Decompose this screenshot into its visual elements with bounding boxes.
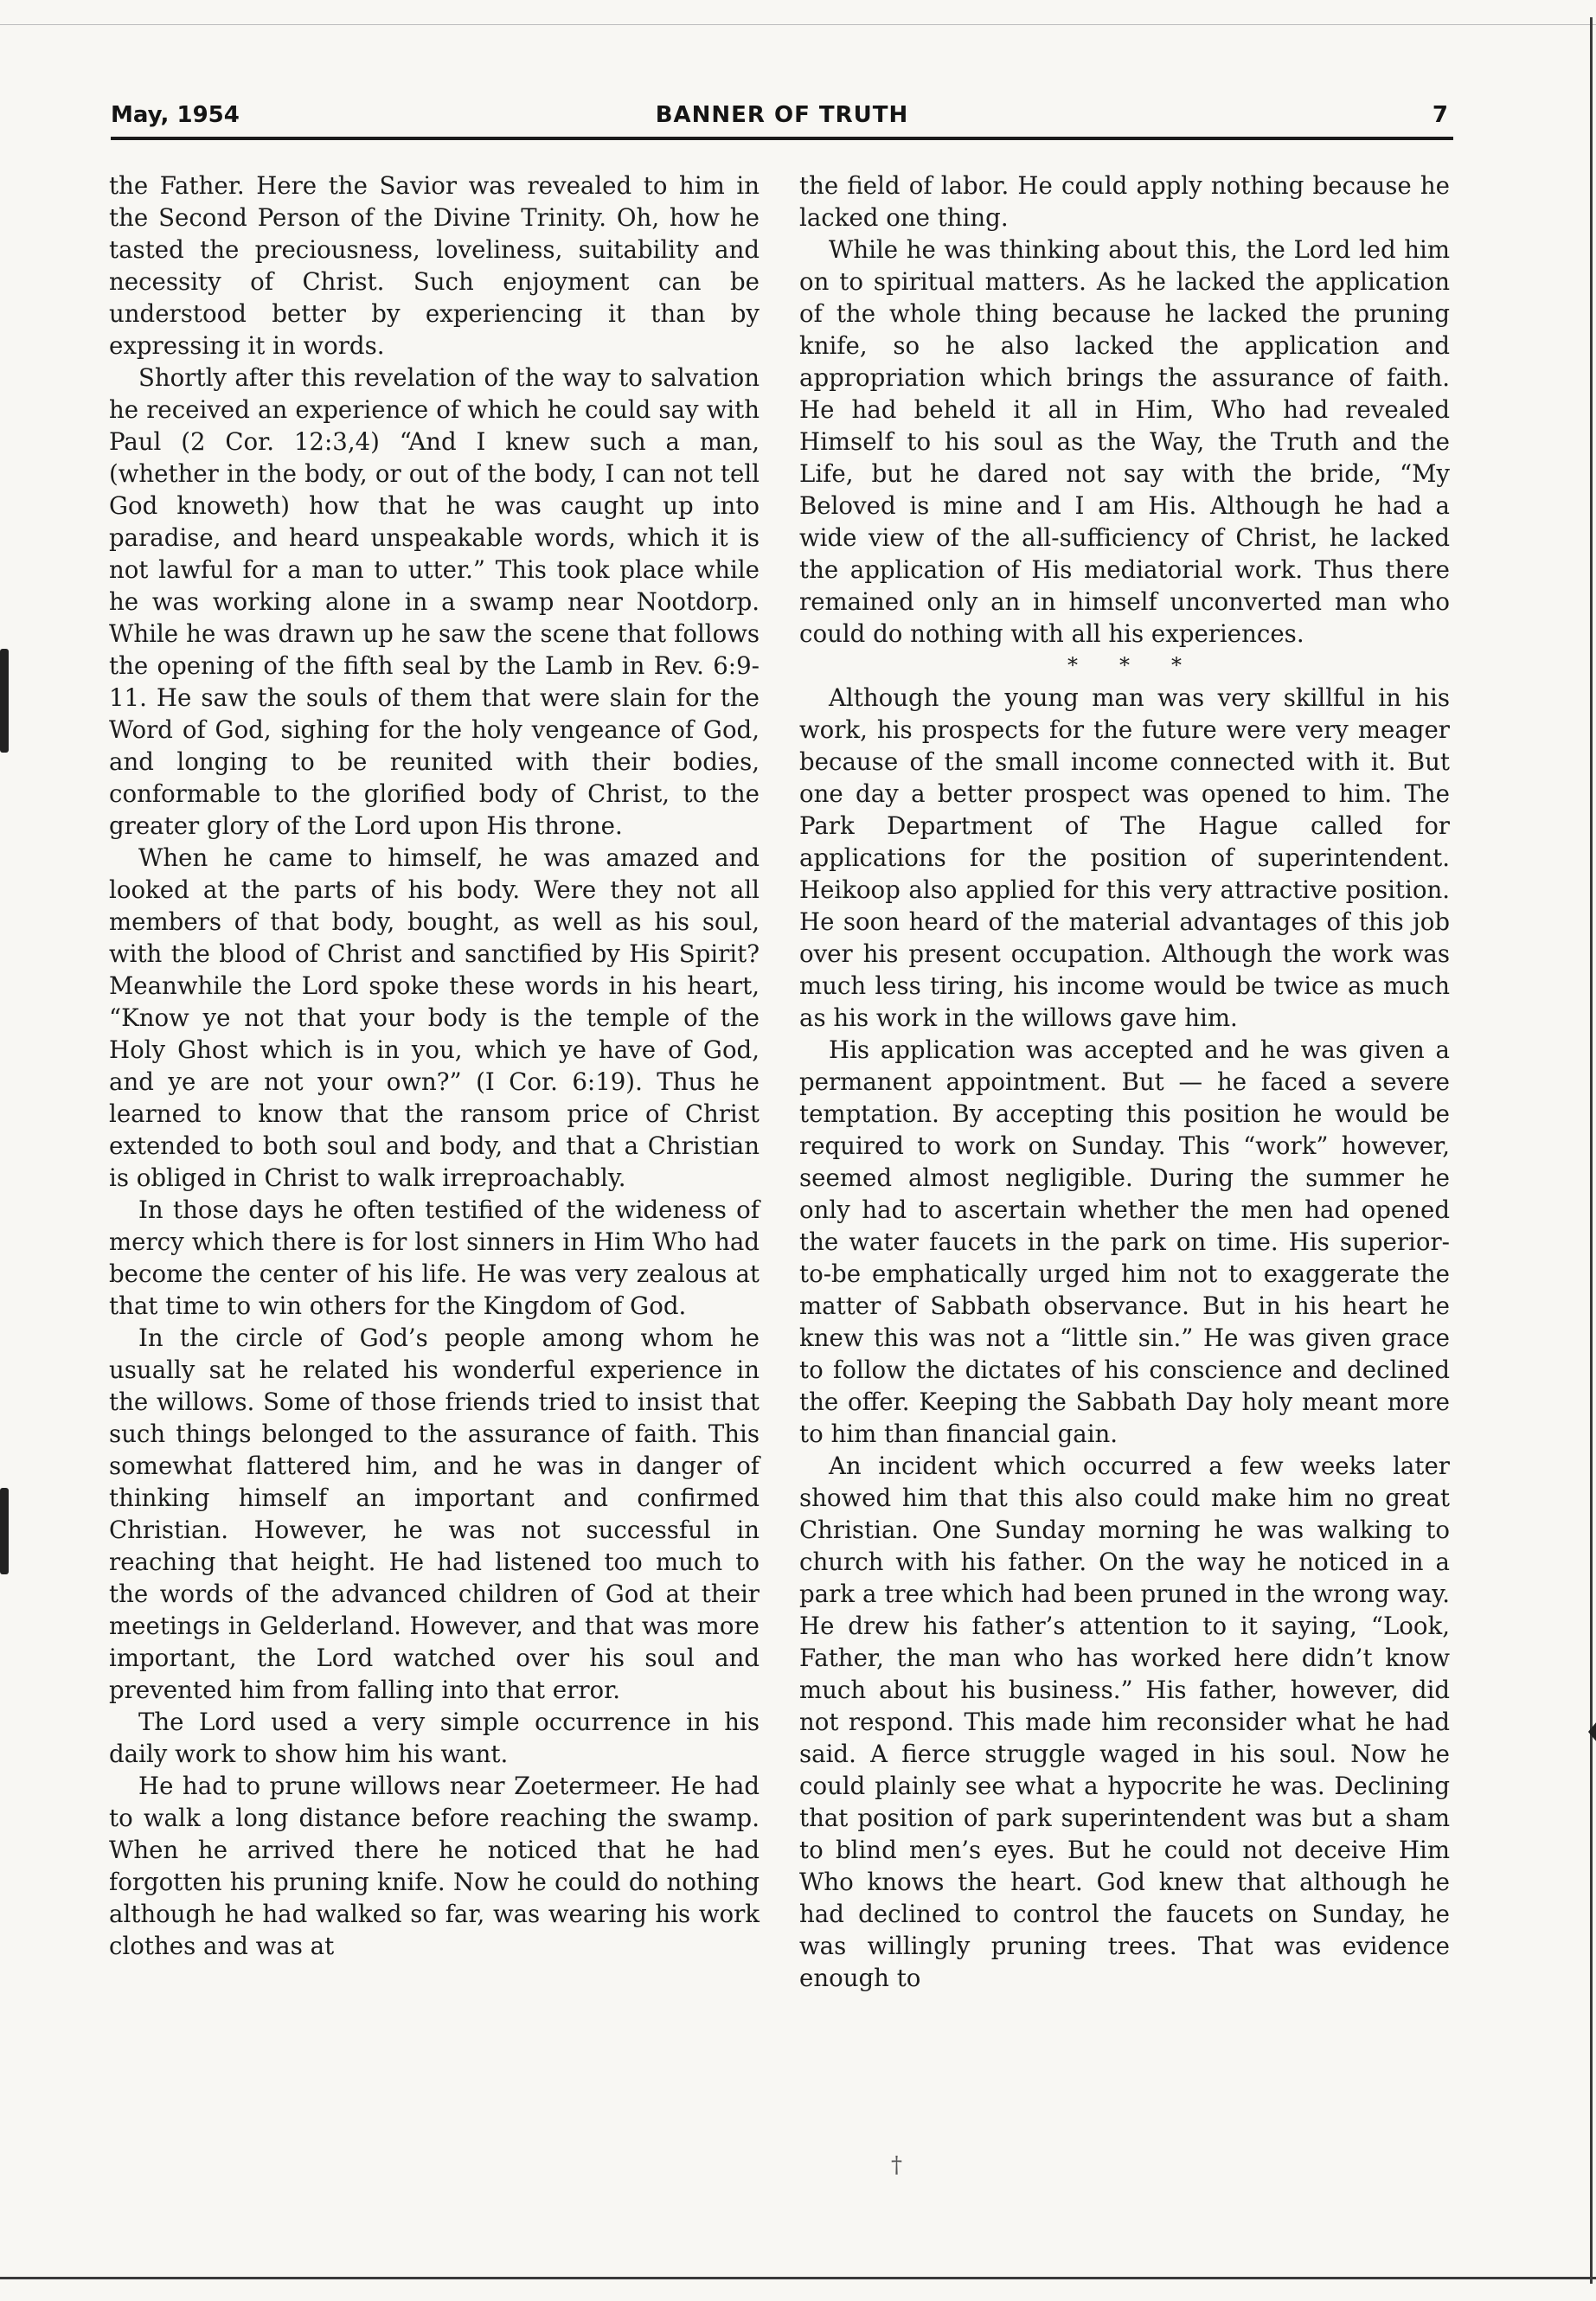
paragraph: In those days he often testified of the wideness of mercy which there is for lost sinners in Him Who had become the center of his life. He was very zealous at that time to win others for the Kingdom of God. xyxy=(109,1195,760,1320)
paragraph: Although the young man was very skillful in his work, his prospects for the future were very meager because of the small income connected with it. But one day a better prospect was opened to him. The Park Department of The Hague called for applications for the position of superintendent. Heikoop also applied for this very attractive position. He soon heard of the material advantages of this job over his present occupation. Although the work was much less tiring, his income would be twice as much as his work in the willows gave him. xyxy=(799,683,1450,1032)
scan-bottom-edge xyxy=(0,2277,1596,2279)
paragraph: In the circle of God’s people among whom he usually sat he related his wonderful experience in the willows. Some of those friends tried to insist that such things belonged to the assurance of faith. This somewhat flattered him, and he was in danger of thinking himself an important and confirmed Christian. However, he was not successful in reaching that height. He had listened too much to the words of the advanced children of God at their meetings in Gelderland. However, and that was more important, the Lord watched over his soul and prevented him from falling into that error. xyxy=(109,1324,760,1704)
asterisk: * xyxy=(1119,653,1130,677)
binding-mark-upper xyxy=(0,649,9,753)
binding-mark-lower xyxy=(0,1488,9,1574)
running-header xyxy=(111,97,1453,137)
paragraph: While he was thinking about this, the Lord led him on to spiritual matters. As he lacked the application of the whole thing because he lacked the pruning knife, so he also lacked the application and appropriation which brings the assurance of faith. He had beheld it all in Him, Who had revealed Himself to his soul as the Way, the Truth and the Life, but he dared not say with the bride, “My Beloved is mine and I am His. Although he had a wide view of the all-sufficiency of Christ, he lacked the application of His mediatorial work. Thus there remained only an in himself unconverted man who could do nothing with all his experiences. xyxy=(799,235,1450,648)
paragraph: the field of labor. He could apply nothing because he lacked one thing. xyxy=(799,171,1450,232)
margin-arrow-mark xyxy=(1588,1721,1596,1742)
asterisk: * xyxy=(1171,653,1182,677)
paragraph: The Lord used a very simple occurrence in his daily work to show him his want. xyxy=(109,1708,760,1768)
right-column-part-two xyxy=(799,682,1450,1994)
section-break xyxy=(799,650,1450,682)
header-publication-title: BANNER OF TRUTH xyxy=(655,102,909,128)
header-date: May, 1954 xyxy=(111,102,240,128)
paragraph: His application was accepted and he was given a permanent appointment. But — he faced a severe temptation. By accepting this position he would be required to work on Sunday. This “work” however, seemed almost negligible. During the summer he only had to ascertain whether the men had opened the water faucets in the park on time. His superior-to-be emphatically urged him not to exaggerate the matter of Sabbath observance. But in his heart he knew this was not a “little sin.” He was given grace to follow the dictates of his conscience and declined the offer. Keeping the Sabbath Day holy meant more to him than financial gain. xyxy=(799,1035,1450,1448)
right-column xyxy=(799,170,1450,1994)
right-column-part-one xyxy=(799,170,1450,650)
paragraph: He had to prune willows near Zoetermeer. He had to walk a long distance before reaching the swamp. When he arrived there he noticed that he had forgotten his pruning knife. Now he could do nothing although he had walked so far, was wearing his work clothes and was at xyxy=(109,1772,760,1960)
scan-right-edge xyxy=(1590,17,1593,2284)
left-column xyxy=(109,170,760,1962)
header-page-number: 7 xyxy=(1432,102,1448,128)
paragraph: the Father. Here the Savior was revealed to him in the Second Person of the Divine Trinity. Oh, how he tasted the preciousness, loveliness, suitability and necessity of Christ. Such enjoyment can be understood better by experiencing it than by expressing it in words. xyxy=(109,171,760,360)
paragraph: An incident which occurred a few weeks later showed him that this also could make him no great Christian. One Sunday morning he was walking to church with his father. On the way he noticed in a park a tree which had been pruned in the wrong way. He drew his father’s attention to it saying, “Look, Father, the man who has worked here didn’t know much about his business.” His father, however, did not respond. This made him reconsider what he had said. A fierce struggle waged in his soul. Now he could plainly see what a hypocrite he was. Declining that position of park superintendent was but a sham to blind men’s eyes. But he could not deceive Him Who knows the heart. God knew that although he had declined to control the faucets on Sunday, he was willingly pruning trees. That was evidence enough to xyxy=(799,1452,1450,1992)
paragraph: Shortly after this revelation of the way to salvation he received an experience of which he could say with Paul (2 Cor. 12:3,4) “And I knew such a man, (whether in the body, or out of the body, I can not tell God knoweth) how that he was caught up into paradise, and heard unspeakable words, which it is not lawful for a man to utter.” This took place while he was working alone in a swamp near Nootdorp. While he was drawn up he saw the scene that follows the opening of the fifth seal by the Lamb in Rev. 6:9-11. He saw the souls of them that were slain for the Word of God, sighing for the holy vengeance of God, and longing to be reunited with their bodies, conformable to the glorified body of Christ, to the greater glory of the Lord upon His throne. xyxy=(109,363,760,840)
scan-top-edge xyxy=(0,24,1596,25)
paragraph: When he came to himself, he was amazed and looked at the parts of his body. Were they not all members of that body, bought, as well as his soul, with the blood of Christ and sanctified by His Spirit? Meanwhile the Lord spoke these words in his heart, “Know ye not that your body is the temple of the Holy Ghost which is in you, which ye have of God, and ye are not your own?” (I Cor. 6:19). Thus he learned to know that the ransom price of Christ extended to both soul and body, and that a Christian is obliged in Christ to walk irreproachably. xyxy=(109,843,760,1192)
asterisk: * xyxy=(1067,653,1078,677)
scan-smudge-mark: † xyxy=(891,2152,902,2178)
header-rule xyxy=(111,137,1453,140)
